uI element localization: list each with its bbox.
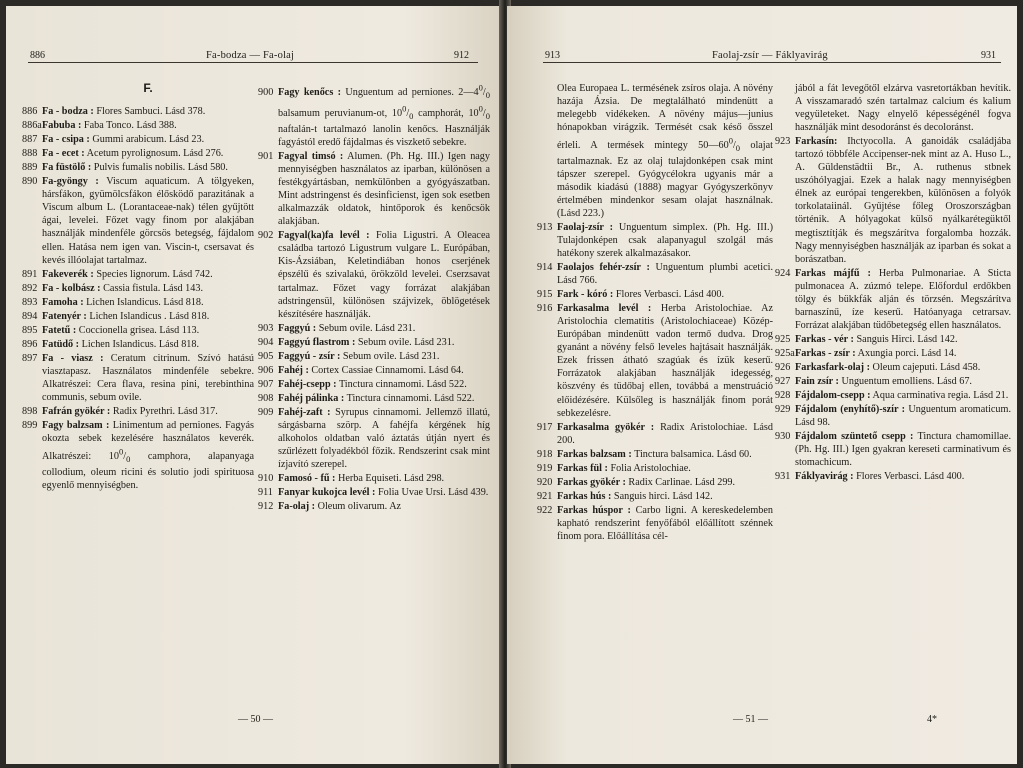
entry-text: Fa-olaj : Oleum olivarum. Az: [278, 501, 402, 513]
entry-text: Fain zsír : Unguentum emolliens. Lásd 67.: [795, 376, 972, 388]
entry-text: Faggyú : Sebum ovile. Lásd 231.: [278, 322, 416, 334]
entry-number: 900: [258, 87, 274, 99]
dictionary-entry: [22, 310, 254, 323]
dictionary-entry: [775, 135, 1011, 265]
entry-number: 896: [22, 338, 38, 350]
entry-text: Famoha : Lichen Islandicus. Lásd 818.: [42, 296, 204, 308]
right-column-1: [537, 82, 773, 544]
entry-number: 918: [537, 448, 553, 460]
dictionary-entry: [775, 333, 1011, 346]
dictionary-entry: [22, 161, 254, 174]
dictionary-entry: [258, 364, 490, 377]
entry-text: Fagyal timsó : Alumen. (Ph. Hg. III.) Igen nagy mennyiségben használatos az iparban, különösen a festékgyártásban, nemkülönben a gyógyászatban. Mint adstringenst és desinficienst, igen sok esetben alkalmazzák oldatok, hintőporok és kenőcsök alakjában.: [278, 151, 490, 228]
entry-number: 927: [775, 376, 791, 388]
dictionary-entry: [775, 470, 1011, 483]
entry-text: Farkasfark-olaj : Oleum cajeputi. Lásd 458.: [795, 361, 981, 373]
entry-number: 889: [22, 162, 38, 174]
entry-number: 922: [537, 504, 553, 516]
entry-text: Farkas balzsam : Tinctura balsamica. Lásd 60.: [557, 448, 752, 460]
entry-text: Fa - bodza : Flores Sambuci. Lásd 378.: [42, 106, 206, 118]
page-number-right: 931: [981, 50, 996, 61]
entry-text: Famosó - fű : Herba Equiseti. Lásd 298.: [278, 473, 445, 485]
dictionary-entry: [775, 403, 1011, 429]
page-number-left: 913: [545, 50, 560, 61]
entry-text: Fahéj-csepp : Tinctura cinnamomi. Lásd 522.: [278, 378, 467, 390]
entry-number: 890: [22, 176, 38, 188]
dictionary-entry: [258, 229, 490, 320]
dictionary-entry: [795, 82, 1011, 134]
entry-number: 911: [258, 487, 273, 499]
entry-text: Farkas - zsír : Axungia porci. Lásd 14.: [795, 347, 957, 359]
dictionary-entry: [537, 462, 773, 475]
entry-number: 906: [258, 364, 274, 376]
entry-number: 899: [22, 420, 38, 432]
dictionary-entry: [22, 282, 254, 295]
header-rule: [543, 62, 1001, 63]
entry-number: 898: [22, 406, 38, 418]
entry-number: 931: [775, 471, 791, 483]
header-rule: [28, 62, 478, 63]
entry-number: 892: [22, 282, 38, 294]
entry-number: 893: [22, 296, 38, 308]
dictionary-entry: [258, 322, 490, 335]
entry-number: 888: [22, 148, 38, 160]
page-number-right: 912: [454, 50, 469, 61]
dictionary-entry: [557, 82, 773, 220]
footer-page-number: — 51 —: [733, 714, 768, 725]
entry-number: 916: [537, 303, 553, 315]
entry-text: Farkas fül : Folia Aristolochiae.: [557, 462, 691, 474]
entry-text: Fa füstölő : Pulvis fumalis nobilis. Lásd 580.: [42, 162, 228, 174]
dictionary-entry: [775, 267, 1011, 332]
dictionary-entry: [537, 476, 773, 489]
entry-number: 891: [22, 268, 38, 280]
entry-text: Fagy balzsam : Linimentum ad perniones. Fagyás okozta sebek kezelésére használatos keverék. Alkatrészei: $10^0/_0$ camphora, alapanyaga collodium, oleum ricini és solutio jodi spirituosa egyenlő mennyiségben.: [42, 420, 254, 491]
entry-number: 917: [537, 421, 553, 433]
dictionary-entry: [22, 119, 254, 132]
entry-text: Fa - viasz : Ceratum citrinum. Szívó hatású viasztapasz. Használatos mindenféle sebekre. Alkatrészei: Cera flava, resina pini, terebinthina communis, sebum ovile.: [42, 352, 255, 404]
entry-text: Farkas - vér : Sanguis Hirci. Lásd 142.: [795, 333, 958, 345]
entry-number: 925: [775, 333, 791, 345]
page-number-left: 886: [30, 50, 45, 61]
entry-number: 924: [775, 267, 791, 279]
entry-number: 895: [22, 324, 38, 336]
entry-number: 929: [775, 404, 791, 416]
dictionary-entry: [22, 338, 254, 351]
dictionary-entry: [258, 150, 490, 228]
dictionary-entry: [775, 375, 1011, 388]
entry-text: Fagy kenőcs : Unguentum ad perniones. $2—4^0/_0$ balsamum peruvianum-ot, $10^0/_0$ camphorát, $10^0/_0$ naftalán-t tartalmazó lanolin kenőcs. Használják fagyástól eredő fájdalmas és viszkető sebekre.: [278, 83, 490, 148]
dictionary-entry: [537, 504, 773, 543]
entry-number: 886: [22, 106, 38, 118]
dictionary-entry: [775, 389, 1011, 402]
entry-number: 921: [537, 490, 553, 502]
dictionary-entry: [775, 361, 1011, 374]
entry-text: Fa-gyöngy : Viscum aquaticum. A tölgyeken, hársfákon, gyümölcsfákon élősködő parazitának a Viscum album L. (Lorantaceae-nak) télen gyűjtött ágai, levelei. Főzet vagy finom por alakjában használják mindenféle görcsös betegség, fájdalom ellen. Hatása nem igen van. Viscin-t, csersavat és kevés illóolajat tartalmaz.: [42, 176, 254, 266]
dictionary-entry: [22, 419, 254, 492]
dictionary-entry: [22, 352, 255, 404]
entry-text: Fájdalom-csepp : Aqua carminativa regia. Lásd 21.: [795, 390, 1009, 402]
dictionary-entry: [537, 261, 773, 287]
entry-number: 903: [258, 322, 274, 334]
entry-number: 907: [258, 378, 274, 390]
dictionary-entry: [22, 324, 254, 337]
dictionary-entry: [258, 486, 490, 499]
entry-number: 897: [22, 352, 38, 364]
entry-text: Faolaj-zsír : Unguentum simplex. (Ph. Hg. III.) Tulajdonképen csak alapanyagul szolgál más hatékony szerek alkalmazásakor.: [557, 221, 773, 259]
entry-number: 930: [775, 431, 791, 443]
entry-text: Fanyar kukojca levél : Folia Uvae Ursi. Lásd 439.: [278, 487, 489, 499]
entry-text: Farkasín: Ihctyocolla. A ganoidák családjába tartozó többféle Accipenser-nek mint az A. Huso L., A. Güldenstädtii Br., A. ruthenus stbnek uszóhólyagjai. Ezek a halak nagy mennyiségben élnek az európai tengerekben, különösen a folyók torkolataiinál. Gyűjtése főleg Oroszországban történik. A hólyagokat külső nyálkarétegüktől megtisztítják és megszárítva forgalomba hozzák. Nagy mennyiségben használják az iparban és sokat a borászatban.: [795, 136, 1011, 265]
dictionary-entry: [258, 392, 490, 405]
entry-text: Fáklyavirág : Flores Verbasci. Lásd 400.: [795, 471, 965, 483]
entry-text: Farkas hús : Sanguis hirci. Lásd 142.: [557, 490, 713, 502]
entry-number: 886a: [22, 120, 42, 132]
entry-number: 928: [775, 390, 791, 402]
entry-text: Fagyal(ka)fa levél : Folia Ligustri. A Oleacea családba tartozó Ligustrum vulgare L. Európában, Kis-Ázsiában, Keletindiában honos cserjének épszélű és szivalakú, örökzöld levelei. Cserzsavat tartalmaz. Főzet vagy forrázat alakjában adstringensül, különösen szájvizek, öblögetések készítésére használják.: [278, 230, 490, 320]
dictionary-entry: [22, 268, 254, 281]
entry-text: Farkas májfű : Herba Pulmonariae. A Sticta pulmonacea A. zúzmó telepe. Előfordul erdőkben tölgy és bükkfák alján és törzsén. Megszárítva barnaszínű, íze keserű. Hatóanyaga cetrarsav. Forrázat alakjában tüdőbetegség ellen használatos.: [795, 267, 1011, 331]
entry-number: 914: [537, 262, 553, 274]
entry-text: Fahéj : Cortex Cassiae Cinnamomi. Lásd 64.: [278, 364, 464, 376]
dictionary-entry: [258, 336, 490, 349]
entry-text: Farkas húspor : Carbo ligni. A kereskedelemben kapható rendszerint fenyőfából előállított szénnek finom pora. Előállítása cél-: [557, 504, 773, 542]
entry-number: 912: [258, 501, 274, 513]
dictionary-entry: [775, 347, 1011, 360]
entry-text: Fa - kolbász : Cassia fistula. Lásd 143.: [42, 282, 204, 294]
dictionary-entry: [258, 378, 490, 391]
entry-text: Farkasalma levél : Herba Aristolochiae. Az Aristolochia clematitis (Aristolochiaceae) Közép-Európában mindenütt vadon termő dudva. Drog gyanánt a növény felső leveles hajtásait használják. Ezek frissen átható szagúak és ízük keserű. Forrázatok alakjában használják idegesség, köszvény és tüdőbaj ellen, továbbá a menstruáció előidézésére. Külsőleg is használják finom porát sebkezelésre.: [557, 303, 773, 419]
entry-text: Fatetű : Coccionella grisea. Lásd 113.: [42, 324, 200, 336]
dictionary-entry: [537, 421, 773, 447]
dictionary-entry: [775, 430, 1011, 469]
entry-number: 887: [22, 134, 38, 146]
dictionary-entry: [537, 221, 773, 260]
dictionary-entry: [537, 448, 773, 461]
entry-text: Fájdalom szüntető csepp : Tinctura chamomillae. (Ph. Hg. III.) Igen gyakran kereseti carminativum és stomachicum.: [795, 431, 1011, 469]
entry-number: 909: [258, 406, 274, 418]
entry-number: 915: [537, 289, 553, 301]
entry-number: 919: [537, 462, 553, 474]
entry-text: Fatenyér : Lichen Islandicus . Lásd 818.: [42, 310, 210, 322]
entry-text: Faggyú flastrom : Sebum ovile. Lásd 231.: [278, 336, 455, 348]
entry-text: Faolajos fehér-zsír : Unguentum plumbi acetici. Lásd 766.: [557, 262, 773, 287]
entry-number: 894: [22, 310, 38, 322]
entry-text: Faggyú - zsír : Sebum ovile. Lásd 231.: [278, 350, 440, 362]
entry-number: 902: [258, 230, 274, 242]
entry-text: Fa - csipa : Gummi arabicum. Lásd 23.: [42, 134, 205, 146]
dictionary-entry: [258, 406, 490, 471]
dictionary-entry: [22, 105, 254, 118]
dictionary-entry: [537, 302, 773, 419]
dictionary-entry: [22, 405, 254, 418]
dictionary-entry: [258, 350, 490, 363]
entry-text: Farkas gyökér : Radix Carlinae. Lásd 299.: [557, 476, 736, 488]
left-column-2: [258, 82, 490, 514]
right-column-2: [775, 82, 1011, 484]
entry-text: Fabuba : Faba Tonco. Lásd 388.: [42, 120, 177, 132]
entry-number: 905: [258, 350, 274, 362]
dictionary-entry: [22, 133, 254, 146]
entry-number: 925a: [775, 347, 795, 359]
entry-text: jából a fát levegőtől elzárva vasretortákban hevítik. A visszamaradó szén tartalmaz calcium és kalium vegyületeket. Nagy elnyelő képességénél fogva használják mint desodoránst és decoloránst.: [795, 83, 1011, 134]
entry-text: Fa - ecet : Acetum pyrolignosum. Lásd 276.: [42, 148, 224, 160]
entry-text: Fafrán gyökér : Radix Pyrethri. Lásd 317.: [42, 406, 218, 418]
dictionary-entry: [258, 472, 490, 485]
entry-text: Olea Europaea L. termésének zsíros olaja. A növény hazája Ázsia. De megtalálható mindenütt a melegebb vidékeken. A növény május—junius hónapokban virágzik. Termését csak késő ősszel érleli. A termések mintegy $50—60^0/_0$ olajat tartalmaznak. Ez az olaj tulajdonképen csak mint tápszer szerepel. Gyógycélokra ugyanis már a második kiadású (1888) magyar Gyógyszerkönyv értelmében mindenkor sesam olajat használnak. (Lásd 223.): [557, 83, 773, 219]
entry-number: 901: [258, 151, 274, 163]
entry-text: Fark - kóró : Flores Verbasci. Lásd 400.: [557, 289, 725, 301]
left-page: [6, 6, 503, 764]
dictionary-entry: [22, 175, 254, 266]
signature-mark: 4*: [927, 714, 937, 725]
entry-number: 923: [775, 136, 791, 148]
footer-page-number: — 50 —: [238, 714, 273, 725]
entry-text: Fájdalom (enyhítő)-szír : Unguentum aromaticum. Lásd 98.: [795, 404, 1011, 429]
right-page: [507, 6, 1017, 764]
entry-number: 920: [537, 476, 553, 488]
entry-text: Fahéj-zaft : Syrupus cinnamomi. Jellemző illatú, sárgásbarna szörp. A fahéjfa kérgének híg alkoholos oldatban való áztatás útján nyert és szűrlézett folyadékból főzik. Rendszerint csak mint ízjavító szerepel.: [278, 406, 490, 471]
entry-text: Fakeverék : Species lignorum. Lásd 742.: [42, 268, 213, 280]
dictionary-entry: [258, 82, 490, 149]
entry-text: Fatüdő : Lichen Islandicus. Lásd 818.: [42, 338, 200, 350]
dictionary-entry: [22, 147, 254, 160]
dictionary-entry: [537, 490, 773, 503]
dictionary-entry: [22, 296, 254, 309]
dictionary-entry: [537, 288, 773, 301]
entry-text: Fahéj pálinka : Tinctura cinnamomi. Lásd 522.: [278, 392, 475, 404]
section-letter: F.: [143, 81, 153, 95]
entry-number: 926: [775, 361, 791, 373]
running-header-left: Fa-bodza — Fa-olaj: [206, 50, 295, 61]
running-header-right: Faolaj-zsír — Fáklyavirág: [712, 50, 828, 61]
entry-number: 910: [258, 473, 274, 485]
entry-number: 904: [258, 336, 274, 348]
entry-number: 908: [258, 392, 274, 404]
dictionary-entry: [258, 500, 490, 513]
entry-text: Farkasalma gyökér : Radix Aristolochiae. Lásd 200.: [557, 421, 773, 446]
entry-number: 913: [537, 221, 553, 233]
left-column-1: [22, 82, 254, 493]
